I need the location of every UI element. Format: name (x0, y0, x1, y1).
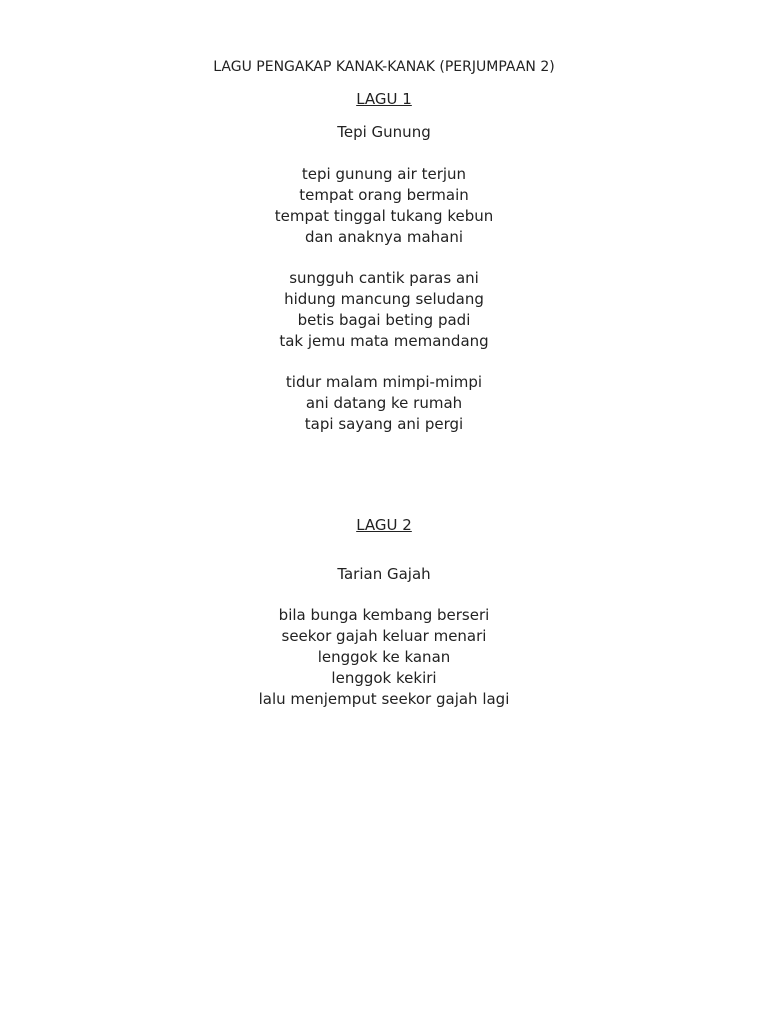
lyric-line: bila bunga kembang berseri (278, 606, 490, 624)
song-2-heading: LAGU 2 (356, 516, 412, 534)
song-1-title: Tepi Gunung (337, 123, 431, 141)
song-2-stanza-1 (0, 605, 768, 710)
lyric-line: tempat tinggal tukang kebun (274, 207, 494, 225)
lyric-line: tepi gunung air terjun (301, 165, 467, 183)
song-2-title: Tarian Gajah (337, 565, 431, 583)
lyric-line: tempat orang bermain (299, 186, 469, 204)
lyric-line: tidur malam mimpi-mimpi (285, 373, 483, 391)
lyric-line: sungguh cantik paras ani (289, 269, 479, 287)
song-1-lyrics (0, 164, 768, 455)
lyric-line: lenggok kekiri (331, 669, 437, 687)
song-2-lyrics (0, 605, 768, 730)
song-1-stanza-3 (0, 372, 768, 435)
song-1-stanza-1 (0, 164, 768, 248)
song-1-stanza-2 (0, 268, 768, 352)
lyric-line: lenggok ke kanan (317, 648, 451, 666)
lyric-line: lalu menjemput seekor gajah lagi (258, 690, 510, 708)
lyric-line: betis bagai beting padi (297, 311, 471, 329)
lyric-line: ani datang ke rumah (305, 394, 463, 412)
document-title: LAGU PENGAKAP KANAK-KANAK (PERJUMPAAN 2) (213, 59, 555, 75)
song-1-heading: LAGU 1 (356, 90, 412, 108)
lyric-line: hidung mancung seludang (284, 290, 484, 308)
lyric-line: tak jemu mata memandang (279, 332, 489, 350)
lyric-line: dan anaknya mahani (304, 228, 464, 246)
lyric-line: seekor gajah keluar menari (281, 627, 487, 645)
lyric-line: tapi sayang ani pergi (304, 415, 464, 433)
